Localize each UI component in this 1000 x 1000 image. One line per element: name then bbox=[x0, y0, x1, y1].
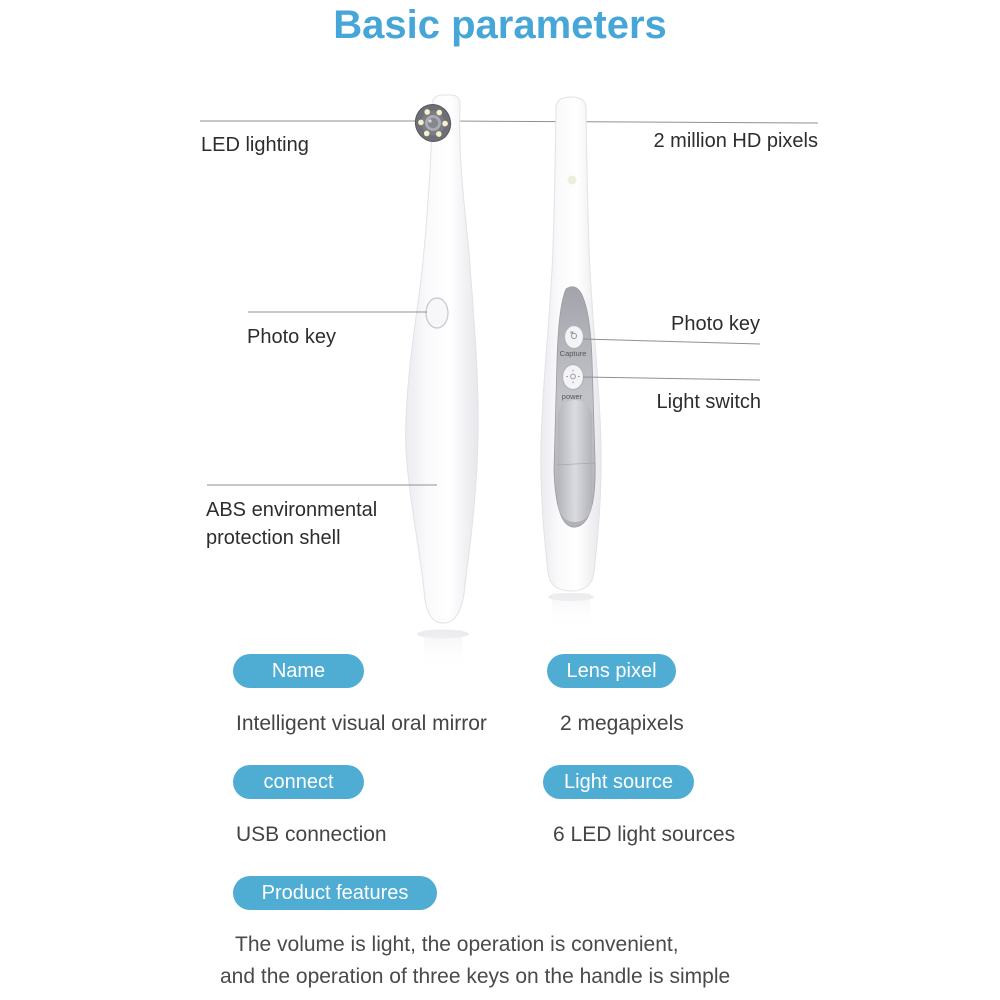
label-hd-pixels: 2 million HD pixels bbox=[653, 130, 818, 152]
value-light-source: 6 LED light sources bbox=[553, 823, 736, 846]
side-photo-key-button bbox=[426, 298, 448, 328]
callout-line-light-switch bbox=[583, 377, 760, 380]
value-lens-pixel: 2 megapixels bbox=[560, 712, 684, 735]
label-abs-shell-line2: protection shell bbox=[206, 527, 341, 549]
device-reflection bbox=[552, 593, 590, 629]
panel-gloss bbox=[558, 400, 592, 522]
indicator-led bbox=[568, 176, 577, 185]
pill-name: Name bbox=[233, 654, 364, 688]
callout-line-photo-key-right bbox=[583, 339, 760, 344]
pill-light-source: Light source bbox=[543, 765, 694, 799]
label-led-lighting: LED lighting bbox=[201, 134, 309, 156]
label-abs-shell-line1: ABS environmental bbox=[206, 499, 378, 521]
label-photo-key-left: Photo key bbox=[247, 326, 336, 348]
pill-connect: connect bbox=[233, 765, 364, 799]
label-light-switch: Light switch bbox=[656, 391, 761, 413]
device-reflection bbox=[424, 630, 462, 672]
capture-button bbox=[565, 326, 584, 349]
callout-line-hd-pixels bbox=[448, 121, 818, 123]
device-side-view bbox=[406, 95, 478, 672]
page-title: Basic parameters bbox=[333, 3, 667, 47]
device-front-view bbox=[541, 97, 601, 629]
power-button-label: power bbox=[561, 392, 583, 401]
capture-button-label: Capture bbox=[559, 349, 587, 358]
pill-lens-pixel: Lens pixel bbox=[547, 654, 676, 688]
capture-icon-flash bbox=[571, 332, 574, 334]
value-connect: USB connection bbox=[236, 823, 387, 846]
features-text-line1: The volume is light, the operation is convenient, bbox=[235, 933, 679, 956]
features-text-line2: and the operation of three keys on the handle is simple bbox=[220, 965, 731, 988]
value-name: Intelligent visual oral mirror bbox=[236, 712, 487, 735]
device-side-body bbox=[406, 95, 478, 623]
label-photo-key-right: Photo key bbox=[671, 313, 760, 335]
power-button bbox=[563, 365, 584, 390]
pill-product-features: Product features bbox=[233, 876, 437, 910]
